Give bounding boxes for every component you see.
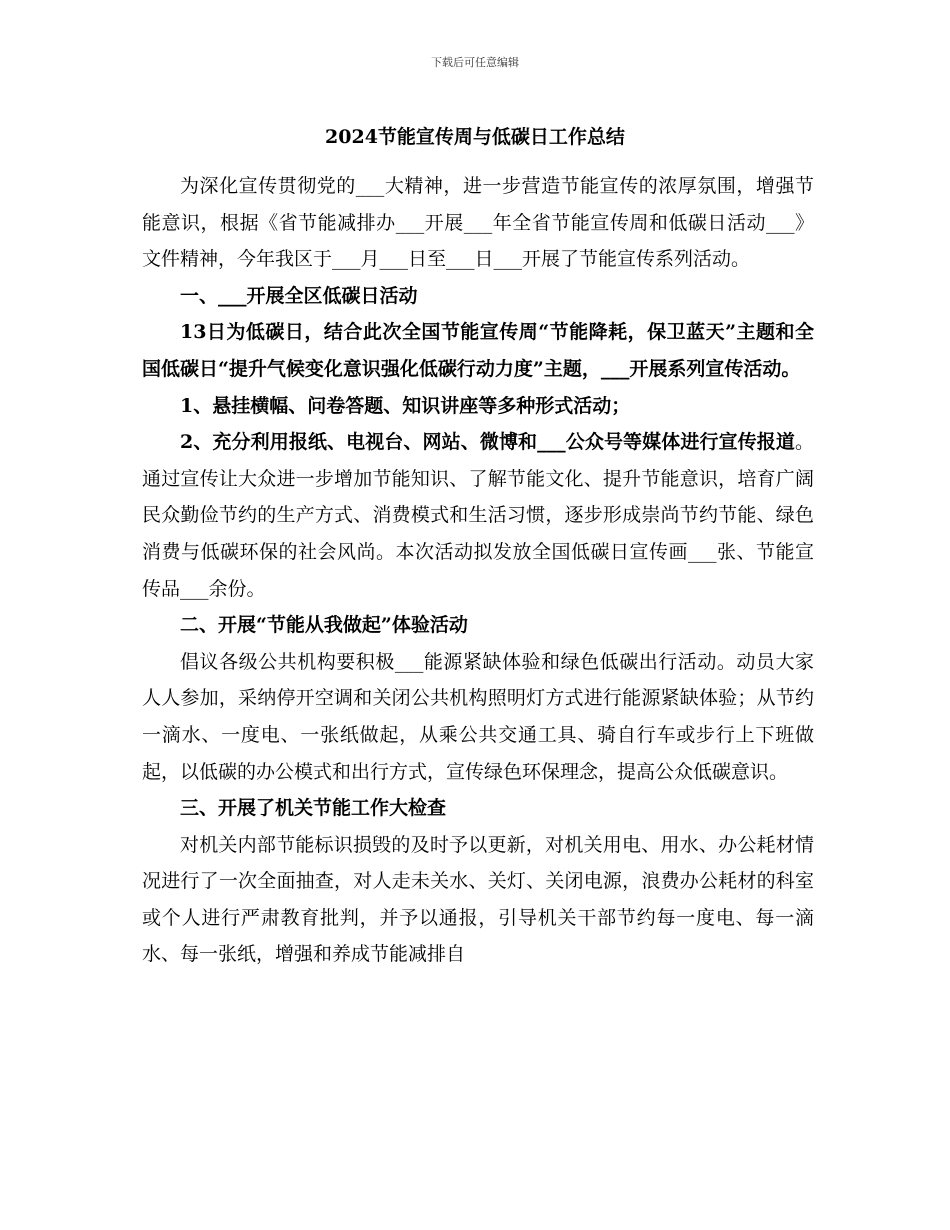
list-item-1: 1、悬挂横幅、问卷答题、知识讲座等多种形式活动； bbox=[180, 394, 631, 417]
section-2-paragraph: 倡议各级公共机构要积极___能源紧缺体验和绿色低碳出行活动。动员大家人人参加，采纳停开空调和关闭公共机构照明灯方式进行能源紧缺体验；从节约一滴水、一度电、一张纸做起，从乘公共交通工具、骑自行车或步行上下班做起，以低碳的办公模式和出行方式，宣传绿色环保理念，提高公众低碳意识。 bbox=[142, 650, 814, 783]
section-1-paragraph: 13日为低碳日，结合此次全国节能宣传周“节能降耗，保卫蓝天”主题和全国低碳日“提升气候变化意识强化低碳行动力度”主题，___开展系列宣传活动。 bbox=[142, 321, 814, 380]
list-item-2-body: 。通过宣传让大众进一步增加节能知识、了解节能文化、提升节能意识，培育广阔民众勤俭节约的生产方式、消费模式和生活习惯，逐步形成崇尚节约节能、绿色消费与低碳环保的社会风尚。本次活动拟发放全国低碳日宣传画___张、节能宣传品___余份。 bbox=[142, 431, 814, 600]
intro-paragraph: 为深化宣传贯彻党的___大精神，进一步营造节能宣传的浓厚氛围，增强节能意识，根据《省节能减排办___开展___年全省节能宣传周和低碳日活动___》文件精神，今年我区于___月___日至___日___开展了节能宣传系列活动。 bbox=[142, 175, 814, 271]
document-title: 2024节能宣传周与低碳日工作总结 bbox=[325, 126, 625, 148]
section-heading-1: 一、___开展全区低碳日活动 bbox=[180, 284, 418, 307]
list-item-2-lead: 2、充分利用报纸、电视台、网站、微博和___公众号等媒体进行宣传报道 bbox=[180, 431, 795, 454]
list-item-2 bbox=[142, 424, 814, 607]
section-heading-3: 三、开展了机关节能工作大检查 bbox=[180, 797, 447, 820]
section-3-paragraph: 对机关内部节能标识损毁的及时予以更新，对机关用电、用水、办公耗材情况进行了一次全面抽查，对人走未关水、关灯、关闭电源，浪费办公耗材的科室或个人进行严肃教育批判，并予以通报，引导机关干部节约每一度电、每一滴水、每一张纸，增强和养成节能减排自 bbox=[142, 833, 814, 966]
document-body bbox=[142, 168, 814, 973]
section-heading-2: 二、开展“节能从我做起”体验活动 bbox=[180, 614, 468, 637]
header-note: 下载后可任意编辑 bbox=[431, 56, 519, 69]
